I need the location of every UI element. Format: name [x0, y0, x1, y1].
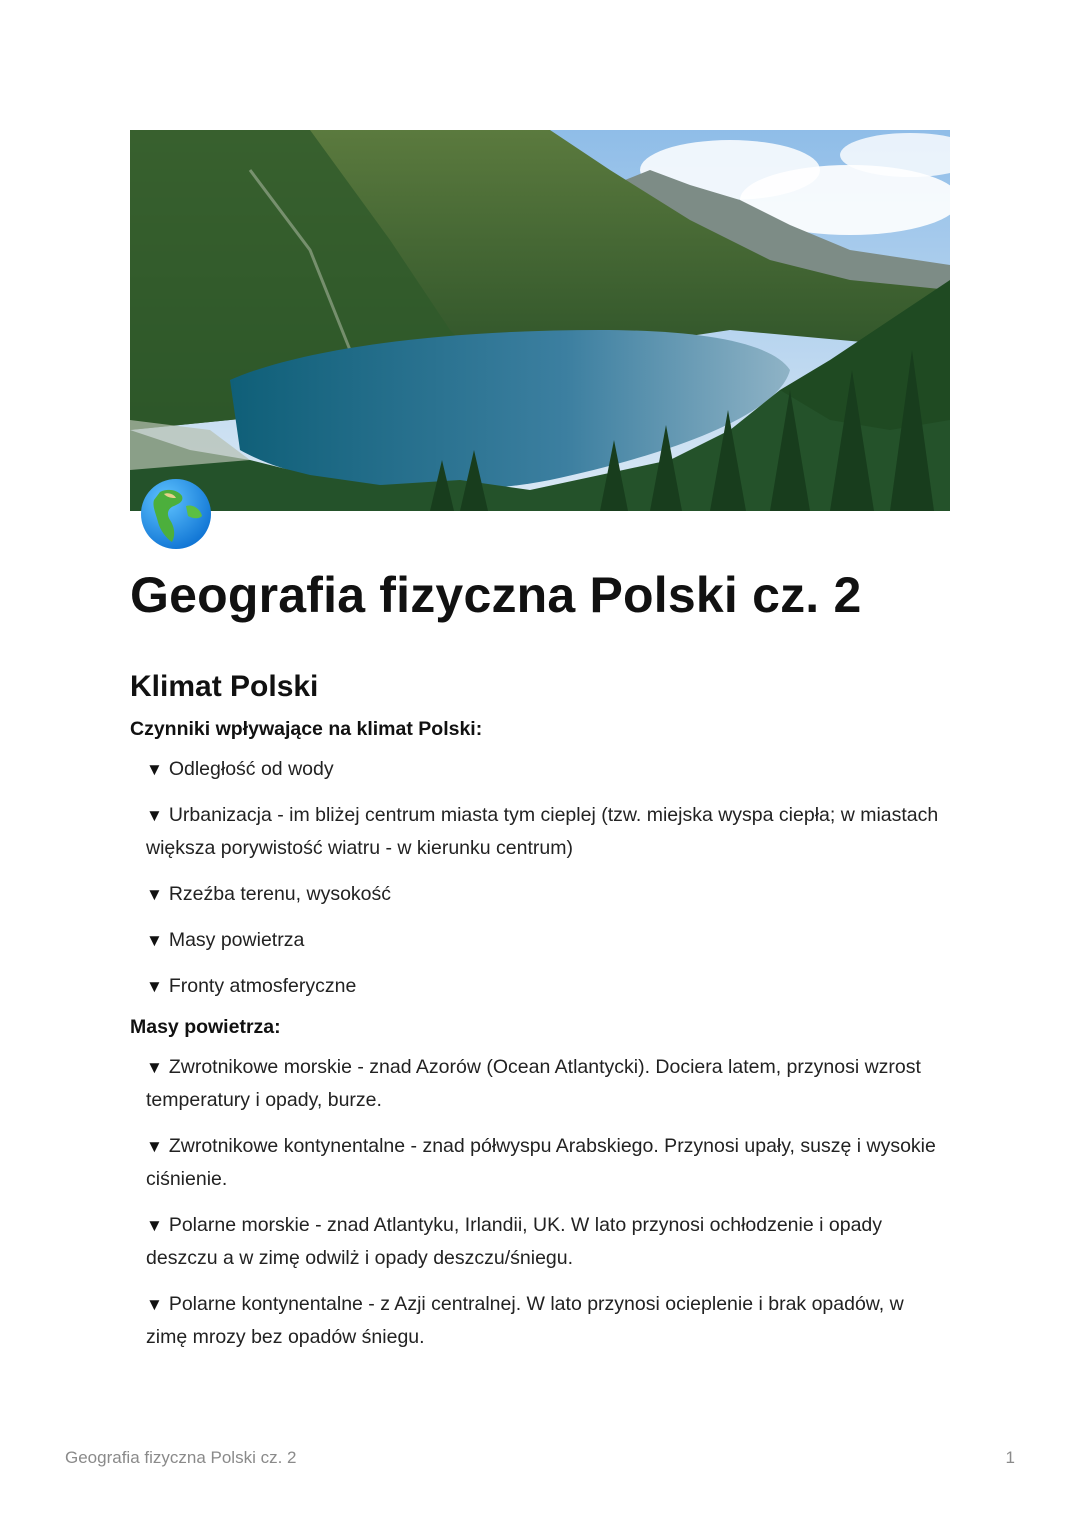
list-item: ▼ Urbanizacja - im bliżej centrum miasta tym cieplej (tzw. miejska wyspa ciepła; w miastach większa porywistość wiatru - w kierunku centrum) — [146, 799, 950, 865]
bullet-triangle-icon: ▼ — [146, 885, 163, 904]
subheading-factors: Czynniki wpływające na klimat Polski: — [130, 718, 483, 740]
bullet-triangle-icon: ▼ — [146, 1295, 163, 1314]
page-title: Geografia fizyczna Polski cz. 2 — [130, 567, 862, 623]
cover-image — [130, 130, 950, 511]
list-item: ▼ Zwrotnikowe kontynentalne - znad półwyspu Arabskiego. Przynosi upały, suszę i wysokie ciśnienie. — [146, 1130, 950, 1196]
bullet-triangle-icon: ▼ — [146, 760, 163, 779]
factors-list — [130, 753, 950, 1003]
bullet-triangle-icon: ▼ — [146, 806, 163, 825]
section-heading: Klimat Polski — [130, 670, 319, 703]
bullet-triangle-icon: ▼ — [146, 1137, 163, 1156]
list-item: ▼ Zwrotnikowe morskie - znad Azorów (Ocean Atlantycki). Dociera latem, przynosi wzrost temperatury i opady, burze. — [146, 1051, 950, 1117]
globe-icon — [138, 476, 214, 552]
document-body — [130, 670, 950, 1367]
list-item: ▼ Fronty atmosferyczne — [146, 970, 950, 1003]
list-item: ▼ Polarne kontynentalne - z Azji centralnej. W lato przynosi ocieplenie i brak opadów, w zimę mrozy bez opadów śniegu. — [146, 1288, 950, 1354]
subheading-air-masses: Masy powietrza: — [130, 1016, 281, 1038]
footer-page-number: 1 — [1005, 1448, 1015, 1467]
list-item: ▼ Masy powietrza — [146, 924, 950, 957]
air-masses-list — [130, 1051, 950, 1354]
list-item: ▼ Polarne morskie - znad Atlantyku, Irlandii, UK. W lato przynosi ochłodzenie i opady deszczu a w zimę odwilż i opady deszczu/śniegu. — [146, 1209, 950, 1275]
landscape-illustration — [130, 130, 950, 511]
list-item: ▼ Rzeźba terenu, wysokość — [146, 878, 950, 911]
bullet-triangle-icon: ▼ — [146, 1216, 163, 1235]
bullet-triangle-icon: ▼ — [146, 1058, 163, 1077]
bullet-triangle-icon: ▼ — [146, 931, 163, 950]
list-item: ▼ Odległość od wody — [146, 753, 950, 786]
footer-doc-title: Geografia fizyczna Polski cz. 2 — [65, 1448, 297, 1467]
bullet-triangle-icon: ▼ — [146, 977, 163, 996]
